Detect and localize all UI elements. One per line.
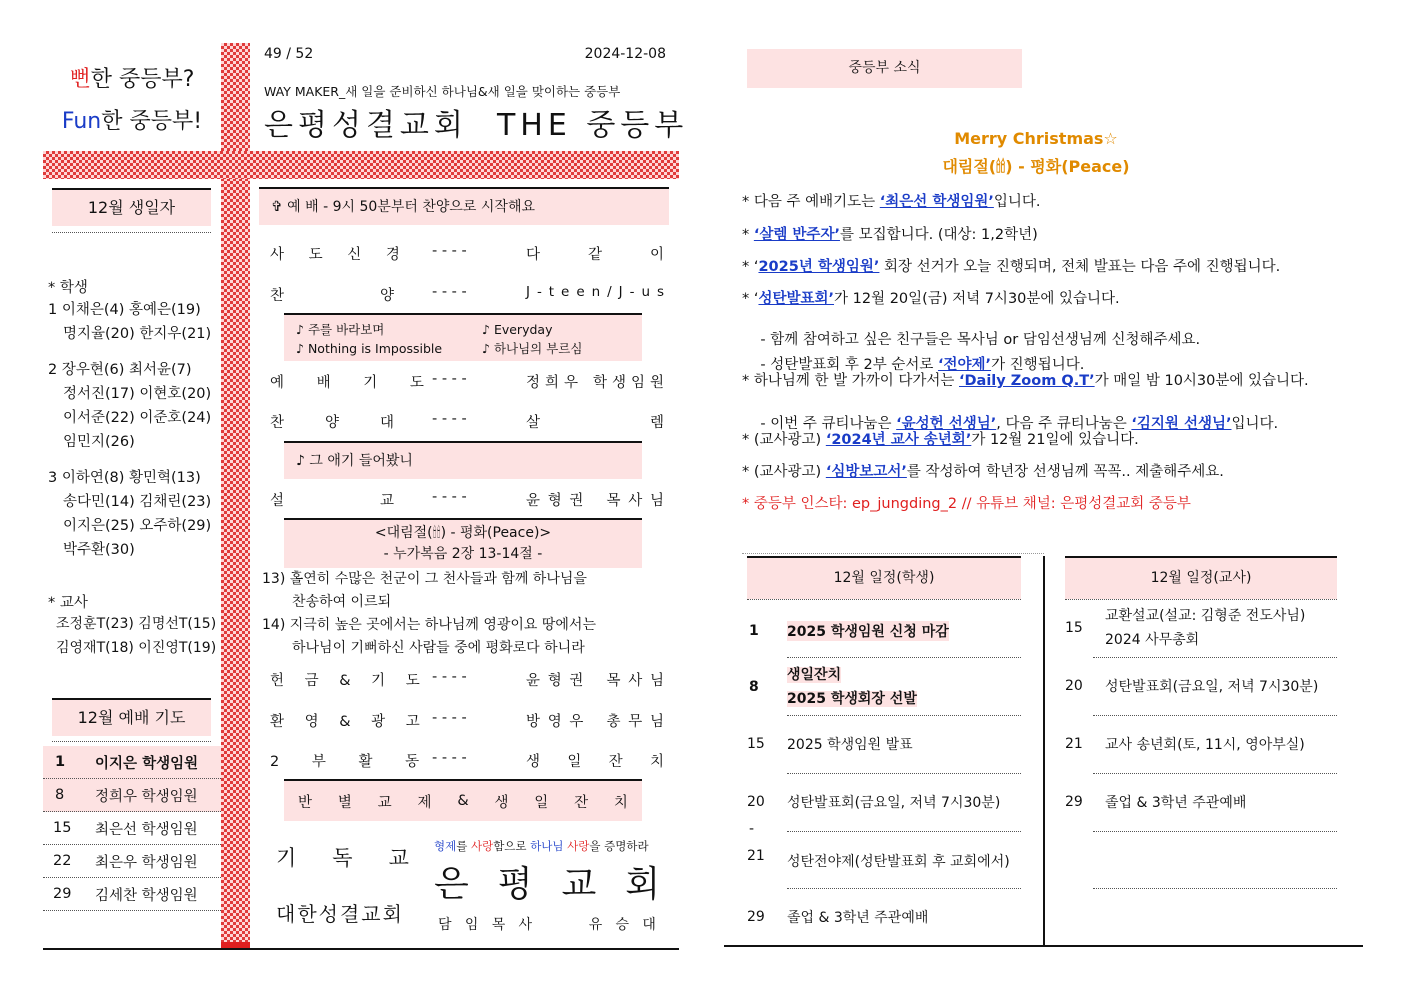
worship-row: 찬 양 - - - - J - t e e n / J - u s — [270, 284, 664, 304]
church-denomination-2: 대한성결교회 — [276, 902, 404, 926]
prayer-divider — [52, 741, 211, 742]
news-item: * ‘성탄발표회’가 12월 20일(금) 저녁 7시30분에 있습니다. — [742, 291, 1120, 307]
left-page-bottom-rule — [43, 948, 679, 950]
church-name: 은 평 교 회 — [434, 864, 660, 905]
logo-line-1: 뻔한 중등부? — [69, 67, 195, 92]
news-item: * (교사광고) ‘2024년 교사 송년회’가 12월 21일에 있습니다. — [742, 432, 1139, 448]
student-schedule — [747, 556, 1021, 944]
news-item: - 이번 주 큐티나눔은 ‘윤성헌 선생님’, 다음 주 큐티나눔은 ‘김지원 선생님’입니다. — [751, 416, 1279, 432]
logo-fun: Fun — [61, 109, 102, 134]
page-title: 은평성결교회 THE 중등부 — [264, 108, 689, 143]
teacher-birthday-list: 조정훈T(23) 김명선T(15) 김영재T(18) 이진영T(19) — [56, 616, 217, 656]
schedule-top-rule — [742, 553, 1044, 554]
right-page-bottom-rule — [724, 945, 1363, 947]
closing-activity: 반 별 교 제 & 생 일 잔 치 — [284, 779, 642, 821]
church-slogan: 형제를 사랑함으로 하나님 사랑을 증명하라 — [434, 839, 649, 853]
students-label: * 학생 — [48, 280, 88, 296]
header-subtitle: WAY MAKER_새 일을 준비하신 하나님&새 일을 맞이하는 중등부 — [264, 84, 621, 99]
church-denomination-1: 기 독 교 — [276, 846, 413, 870]
student-schedule-title: 12월 일정(학생) — [747, 556, 1021, 599]
news-item: * 하나님께 한 발 가까이 다가서는 ‘Daily Zoom Q.T’가 매일 밤 10시30분에 있습니다. — [742, 373, 1309, 389]
schedule-divider — [1043, 556, 1045, 946]
choir-song: ♪ 그 애기 들어봤니 — [284, 441, 642, 479]
senior-pastor: 담 임 목 사 유 승 대 — [438, 917, 656, 933]
worship-row: 환 영 & 광 고 - - - - 방 영 우 총 무 님 — [270, 710, 664, 730]
birthday-title: 12월 생일자 — [52, 188, 211, 226]
christmas-greeting: Merry Christmas☆ — [954, 129, 1118, 148]
prayer-row: 15 최은선 학생임원 — [43, 812, 221, 845]
schedule-row: 21 교사 송년회(토, 11시, 영아부실) — [1065, 736, 1305, 753]
news-item: * (교사광고) ‘심방보고서’를 작성하여 학년장 선생님께 꼭꼭.. 제출해주세요. — [742, 464, 1224, 480]
news-item: * ‘2025년 학생임원’ 회장 선거가 오늘 진행되며, 전체 발표는 다음 주에 진행됩니다. — [742, 259, 1281, 275]
prayer-title: 12월 예배 기도 — [52, 698, 211, 736]
news-item: - 함께 참여하고 싶은 친구들은 목사님 or 담임선생님께 신청해주세요. — [751, 332, 1201, 348]
worship-row: 설 교 - - - - 윤 형 권 목 사 님 — [270, 489, 664, 509]
news-item: - 성탄발표회 후 2부 순서로 ‘전야제’가 진행됩니다. — [751, 357, 1085, 373]
schedule-row: 1 2025 학생임원 신청 마감 — [749, 623, 949, 640]
sermon-box — [284, 518, 642, 568]
worship-row: 사 도 신 경 - - - - 다 같 이 — [270, 243, 664, 263]
schedule-row: 21 성탄전야제(성탄발표회 후 교회에서) — [747, 848, 1010, 870]
date-range-dash: - — [749, 821, 755, 837]
news-item: * 다음 주 예배기도는 ‘최은선 학생임원’입니다. — [742, 194, 1041, 210]
worship-row: 예 배 기 도 - - - - 정 희 우 학 생 임 원 — [270, 371, 664, 391]
worship-row: 헌 금 & 기 도 - - - - 윤 형 권 목 사 님 — [270, 669, 664, 689]
worship-row: 2 부 활 동 - - - - 생 일 잔 치 — [270, 750, 664, 770]
birthday-list: 1 이채은(4) 홍예은(19) 명지율(20) 한지우(21) 2 장우현(6) 최서윤(7) 정서진(17) 이현호(20) 이서준(22) 이준호(24) 임민지(26) 3 이하연(8) 황민혁(13) 송다민(14) 김채린(23) 이지은(25) 오주하(29) 박주환(30) — [48, 302, 212, 558]
page-number: 49 / 52 — [264, 46, 314, 62]
news-item: * ‘살렘 반주자’를 모집합니다. (대상: 1,2학년) — [742, 227, 1038, 243]
advent-theme: 대림절(🕯🕯) - 평화(Peace) — [942, 157, 1130, 176]
schedule-row: 29 졸업 & 3학년 주관예배 — [1065, 794, 1247, 811]
worship-row: 찬 양 대 - - - - 살 렘 — [270, 411, 664, 431]
schedule-row: 20 성탄발표회(금요일, 저녁 7시30분) — [747, 794, 1001, 811]
bulletin-date: 2024-12-08 — [584, 46, 666, 62]
prayer-row: 22 최은우 학생임원 — [43, 845, 221, 878]
header-meta — [264, 46, 666, 62]
prayer-row: 29 김세찬 학생임원 — [43, 878, 221, 911]
sermon-reference: - 누가복음 2장 13-14절 - — [383, 546, 543, 562]
teacher-schedule — [1065, 556, 1337, 896]
song-list: ♪ 주를 바라보며 ♪ Everyday ♪ Nothing is Impossible ♪ 하나님의 부르심 — [284, 313, 642, 361]
prayer-table — [43, 746, 221, 911]
teacher-schedule-title: 12월 일정(교사) — [1065, 556, 1337, 599]
scripture-verses: 13) 홀연히 수많은 천군이 그 천사들과 함께 하나님을 찬송하여 이르되 14) 지극히 높은 곳에서는 하나님께 영광이요 땅에서는 하나님이 기뻐하신 사람들 중에 평화로다 하니라 — [262, 571, 596, 656]
schedule-row: 15 교환설교(설교: 김형준 전도사님) 2024 사무총회 — [1065, 608, 1306, 648]
teachers-label: * 교사 — [48, 595, 88, 611]
schedule-row: 29 졸업 & 3학년 주관예배 — [747, 909, 929, 926]
prayer-row: 8 정희우 학생임원 — [43, 779, 221, 812]
schedule-row: 8 생일잔치 2025 학생회장 선발 — [749, 667, 917, 707]
social-media-info: * 중등부 인스타: ep_jungding_2 // 유튜브 채널: 은평성결교회 중등부 — [742, 496, 1191, 512]
logo-line-2: Fun한 중등부! — [61, 109, 203, 134]
prayer-row: 1 이지은 학생임원 — [43, 746, 221, 779]
schedule-row: 15 2025 학생임원 발표 — [747, 736, 913, 753]
cross-horizontal-bar — [43, 151, 679, 179]
news-title: 중등부 소식 — [747, 49, 1022, 88]
sermon-title: <대림절(🕯🕯) - 평화(Peace)> — [374, 525, 552, 541]
schedule-row: 20 성탄발표회(금요일, 저녁 7시30분) — [1065, 678, 1319, 695]
birthday-divider — [52, 232, 211, 233]
worship-header: ✞ 예 배 - 9시 50분부터 찬양으로 시작해요 — [259, 187, 669, 225]
logo-bbun: 뻔 — [69, 67, 91, 92]
